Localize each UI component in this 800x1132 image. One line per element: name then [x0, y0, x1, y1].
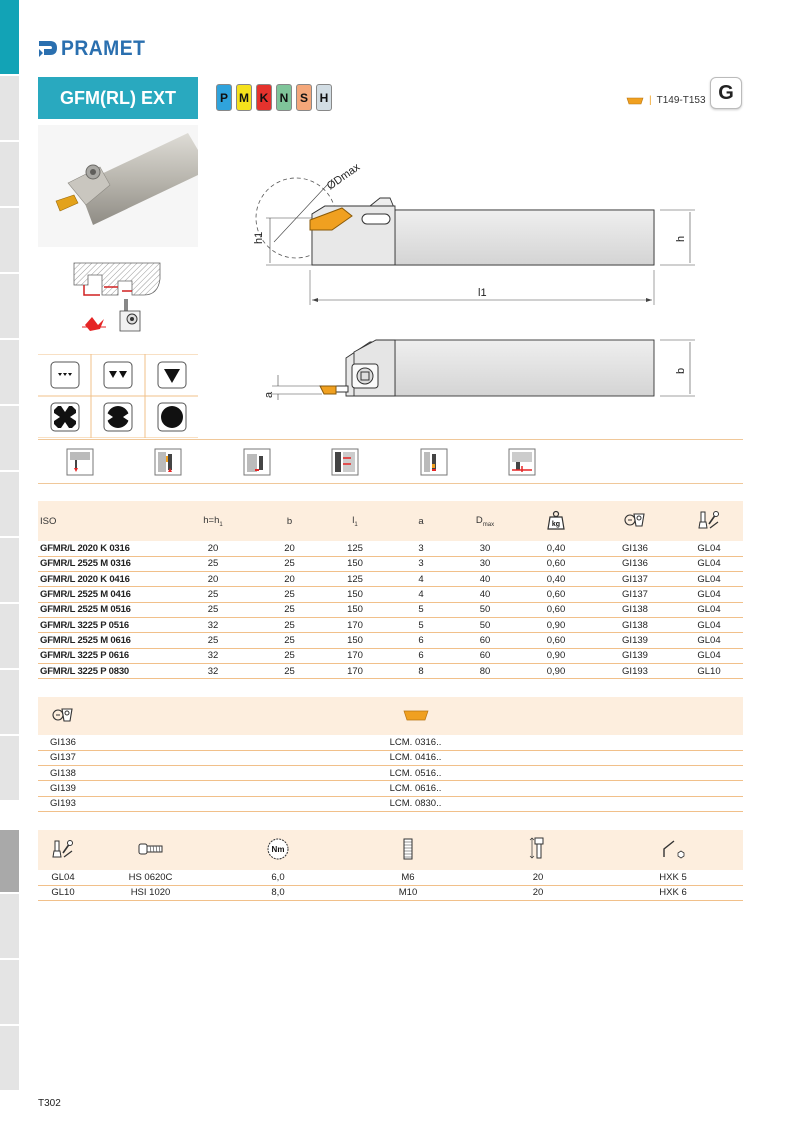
cell-a: 6 — [389, 648, 453, 663]
table-row[interactable] — [38, 750, 743, 765]
material-badge-h: H — [316, 84, 332, 111]
table-row[interactable] — [38, 541, 743, 556]
cell-a: 3 — [389, 541, 453, 556]
cell-thread: M6 — [343, 870, 473, 885]
side-tab-active[interactable] — [0, 0, 19, 76]
cell-iso: GFMR/L 3225 P 0830 — [38, 663, 168, 678]
tool-specification-table — [38, 501, 743, 679]
a-label: a — [263, 391, 275, 398]
page-number: T302 — [38, 1098, 61, 1109]
side-tab[interactable] — [0, 1026, 19, 1092]
side-tab[interactable] — [0, 894, 19, 960]
profiling-operation-icon[interactable] — [331, 448, 359, 476]
cell-b: 20 — [258, 541, 321, 556]
table-row[interactable] — [38, 766, 743, 781]
col-spare-set — [38, 830, 88, 870]
table-row[interactable] — [38, 781, 743, 796]
side-tab[interactable] — [0, 736, 19, 802]
cell-insert-code: LCM. 0516.. — [88, 766, 743, 781]
material-badge-k: K — [256, 84, 272, 111]
triangle-large-icon — [157, 361, 187, 389]
cell-dmax: 40 — [453, 572, 517, 587]
side-tab[interactable] — [0, 472, 19, 538]
cell-l1: 125 — [321, 541, 389, 556]
l1-label: l1 — [478, 287, 487, 299]
side-tab[interactable] — [0, 142, 19, 208]
cell-weight: 0,90 — [517, 663, 595, 678]
table-header-row — [38, 501, 743, 541]
cell-iso: GFMR/L 2525 M 0416 — [38, 587, 168, 602]
svg-text:kg: kg — [551, 520, 561, 528]
cell-b: 25 — [258, 648, 321, 663]
torque-icon — [266, 837, 290, 861]
spare-parts-table — [38, 830, 743, 901]
cell-insert-holder: GI136 — [595, 556, 675, 571]
cell-iso: GFMR/L 2525 M 0616 — [38, 633, 168, 648]
cell-holder-code: GI139 — [38, 781, 88, 796]
cell-h: 25 — [168, 587, 258, 602]
cell-a: 4 — [389, 587, 453, 602]
cell-b: 20 — [258, 572, 321, 587]
cell-b: 25 — [258, 663, 321, 678]
table-row[interactable] — [38, 556, 743, 571]
cell-l1: 125 — [321, 572, 389, 587]
cell-weight: 0,60 — [517, 587, 595, 602]
brand-name: PRAMET — [61, 37, 146, 60]
triangles-small-icon — [50, 361, 80, 389]
table-row[interactable] — [38, 602, 743, 617]
cell-weight: 0,90 — [517, 648, 595, 663]
cell-h: 32 — [168, 617, 258, 632]
cell-screw: HSI 1020 — [88, 885, 213, 900]
col-insert-holder — [595, 501, 675, 541]
cell-b: 25 — [258, 633, 321, 648]
cell-l1: 150 — [321, 587, 389, 602]
cell-insert-code: LCM. 0316.. — [88, 735, 743, 750]
cell-dmax: 50 — [453, 617, 517, 632]
cell-insert-holder: GI139 — [595, 633, 675, 648]
side-tab[interactable] — [0, 274, 19, 340]
cell-h: 32 — [168, 663, 258, 678]
triangles-medium-icon — [103, 361, 133, 389]
screw-length-icon — [529, 837, 547, 861]
col-l-text: l — [352, 514, 355, 526]
cell-spare-parts: GL04 — [675, 633, 743, 648]
cell-holder-code: GI136 — [38, 735, 88, 750]
screw-icon — [138, 842, 164, 856]
cell-a: 8 — [389, 663, 453, 678]
cell-iso: GFMR/L 3225 P 0616 — [38, 648, 168, 663]
col-insert — [88, 697, 743, 735]
product-photo — [38, 125, 198, 247]
side-tab[interactable] — [0, 670, 19, 736]
table-row[interactable] — [38, 587, 743, 602]
cell-dmax: 80 — [453, 663, 517, 678]
application-symbols — [38, 354, 198, 438]
cell-h: 20 — [168, 572, 258, 587]
dmax-label: ØDmax — [324, 161, 363, 193]
cell-b: 25 — [258, 587, 321, 602]
col-key — [603, 830, 743, 870]
insert-reference[interactable] — [626, 95, 706, 106]
cell-insert-holder: GI193 — [595, 663, 675, 678]
table-row[interactable] — [38, 648, 743, 663]
cell-screw: HS 0620C — [88, 870, 213, 885]
cell-h: 20 — [168, 541, 258, 556]
cell-insert-holder: GI139 — [595, 648, 675, 663]
cell-l1: 150 — [321, 633, 389, 648]
cell-a: 5 — [389, 617, 453, 632]
h-label: h — [675, 235, 687, 242]
table-row[interactable] — [38, 572, 743, 587]
col-thread — [343, 830, 473, 870]
cell-insert-holder: GI137 — [595, 587, 675, 602]
cell-insert-code: LCM. 0830.. — [88, 796, 743, 811]
cell-dmax: 40 — [453, 587, 517, 602]
table-row[interactable] — [38, 885, 743, 900]
cell-a: 3 — [389, 556, 453, 571]
table-row[interactable] — [38, 735, 743, 750]
insert-holder-table — [38, 697, 743, 812]
col-screw-length — [473, 830, 603, 870]
turning-operation-icon[interactable] — [66, 448, 94, 476]
spare-parts-icon — [52, 839, 74, 859]
cell-thread: M10 — [343, 885, 473, 900]
interrupted-cut-icon — [50, 402, 80, 432]
cell-dmax: 30 — [453, 541, 517, 556]
cell-b: 25 — [258, 556, 321, 571]
cell-iso: GFMR/L 2020 K 0316 — [38, 541, 168, 556]
cell-torque: 8,0 — [213, 885, 343, 900]
cell-weight: 0,90 — [517, 617, 595, 632]
col-dmax — [453, 501, 517, 541]
col-h-text: h=h — [203, 514, 220, 526]
material-badge-n: N — [276, 84, 292, 111]
cell-h: 25 — [168, 602, 258, 617]
cell-l1: 170 — [321, 617, 389, 632]
cell-spare-parts: GL04 — [675, 541, 743, 556]
col-weight — [517, 501, 595, 541]
reference-pages: T149-T153 — [656, 95, 706, 106]
cell-weight: 0,60 — [517, 602, 595, 617]
cell-spare-parts: GL10 — [675, 663, 743, 678]
cell-a: 4 — [389, 572, 453, 587]
heavy-cut-symbol — [145, 354, 198, 396]
col-h-sub: 1 — [219, 521, 223, 528]
material-groups — [216, 84, 332, 111]
table-header-row — [38, 830, 743, 870]
table-header-row — [38, 697, 743, 735]
product-title: GFM(RL) EXT — [38, 77, 198, 119]
cell-iso: GFMR/L 3225 P 0516 — [38, 617, 168, 632]
cell-a: 6 — [389, 633, 453, 648]
cell-iso: GFMR/L 2525 M 0516 — [38, 602, 168, 617]
light-cut-symbol — [38, 354, 91, 396]
col-spare-parts — [675, 501, 743, 541]
cell-h: 32 — [168, 648, 258, 663]
continuous-cut-icon — [157, 402, 187, 432]
continuous-cut-symbol — [145, 396, 198, 438]
cell-screw-length: 20 — [473, 870, 603, 885]
cell-insert-code: LCM. 0616.. — [88, 781, 743, 796]
hex-key-icon — [660, 837, 686, 861]
cell-spare-parts: GL04 — [675, 587, 743, 602]
col-screw — [88, 830, 213, 870]
side-tab-current[interactable] — [0, 830, 19, 894]
cell-insert-holder: GI138 — [595, 617, 675, 632]
side-tab[interactable] — [0, 960, 19, 1026]
col-h — [168, 501, 258, 541]
side-tab[interactable] — [0, 208, 19, 274]
table-row[interactable] — [38, 870, 743, 885]
cell-weight: 0,40 — [517, 541, 595, 556]
col-b: b — [286, 515, 293, 527]
table-row[interactable] — [38, 663, 743, 678]
table-row[interactable] — [38, 617, 743, 632]
cell-dmax: 60 — [453, 648, 517, 663]
cell-l1: 170 — [321, 663, 389, 678]
cell-l1: 150 — [321, 556, 389, 571]
slightly-interrupted-icon — [103, 402, 133, 432]
insert-holder-icon — [52, 705, 74, 725]
h1-label: h1 — [253, 231, 265, 244]
col-torque — [213, 830, 343, 870]
cell-dmax: 60 — [453, 633, 517, 648]
thread-icon — [402, 838, 414, 860]
material-badge-p: P — [216, 84, 232, 111]
table-row[interactable] — [38, 633, 743, 648]
cell-holder-code: GI137 — [38, 750, 88, 765]
side-tab[interactable] — [0, 604, 19, 670]
cell-spare-parts: GL04 — [675, 648, 743, 663]
interrupted-cut-symbol — [38, 396, 91, 438]
cell-screw-length: 20 — [473, 885, 603, 900]
cell-spare-parts: GL04 — [675, 556, 743, 571]
cell-a: 5 — [389, 602, 453, 617]
cell-dmax: 30 — [453, 556, 517, 571]
cell-dmax: 50 — [453, 602, 517, 617]
cell-h: 25 — [168, 556, 258, 571]
cell-insert-code: LCM. 0416.. — [88, 750, 743, 765]
col-d-sub: max — [482, 521, 495, 528]
cell-holder-code: GI138 — [38, 766, 88, 781]
cell-l1: 150 — [321, 602, 389, 617]
pramet-logo-icon — [38, 40, 58, 58]
insert-icon — [403, 709, 429, 721]
medium-cut-symbol — [91, 354, 144, 396]
cell-spare-parts: GL04 — [675, 602, 743, 617]
section-badge: G — [710, 77, 742, 109]
material-badge-s: S — [296, 84, 312, 111]
cell-holder-code: GI193 — [38, 796, 88, 811]
insert-holder-icon — [624, 510, 646, 530]
cell-spare-set: GL10 — [38, 885, 88, 900]
spare-parts-icon — [698, 510, 720, 530]
reference-separator: | — [649, 95, 652, 106]
table-row[interactable] — [38, 796, 743, 811]
groove-profile-diagram — [60, 255, 170, 350]
cell-h: 25 — [168, 633, 258, 648]
cell-torque: 6,0 — [213, 870, 343, 885]
operation-icons-strip — [38, 439, 743, 484]
torque-label: Nm — [271, 844, 285, 854]
side-tab[interactable] — [0, 406, 19, 472]
undercut-operation-icon[interactable] — [508, 448, 536, 476]
cell-weight: 0,40 — [517, 572, 595, 587]
insert-icon — [626, 96, 644, 105]
col-l-sub: 1 — [354, 521, 358, 528]
col-insert-holder — [38, 697, 88, 735]
cell-l1: 170 — [321, 648, 389, 663]
grooving-operation-icon[interactable] — [154, 448, 182, 476]
brand-logo — [38, 37, 153, 61]
side-tab[interactable] — [0, 340, 19, 406]
face-grooving-icon[interactable] — [243, 448, 271, 476]
tool-dimension-drawing — [250, 150, 710, 400]
side-tab[interactable] — [0, 538, 19, 604]
cell-insert-holder: GI137 — [595, 572, 675, 587]
cell-b: 25 — [258, 602, 321, 617]
side-tab[interactable] — [0, 76, 19, 142]
b-label: b — [675, 367, 687, 374]
cell-spare-parts: GL04 — [675, 572, 743, 587]
material-badge-m: M — [236, 84, 252, 111]
col-l1 — [321, 501, 389, 541]
slightly-interrupted-symbol — [91, 396, 144, 438]
cell-b: 25 — [258, 617, 321, 632]
cell-spare-parts: GL04 — [675, 617, 743, 632]
cell-key: HXK 6 — [603, 885, 743, 900]
cell-weight: 0,60 — [517, 556, 595, 571]
col-a: a — [418, 515, 424, 527]
cell-spare-set: GL04 — [38, 870, 88, 885]
parting-operation-icon[interactable] — [420, 448, 448, 476]
cell-insert-holder: GI138 — [595, 602, 675, 617]
cell-iso: GFMR/L 2525 M 0316 — [38, 556, 168, 571]
col-iso: ISO — [40, 515, 57, 527]
kg-weight-icon — [547, 510, 565, 530]
cell-weight: 0,60 — [517, 633, 595, 648]
cell-key: HXK 5 — [603, 870, 743, 885]
cell-insert-holder: GI136 — [595, 541, 675, 556]
cell-iso: GFMR/L 2020 K 0416 — [38, 572, 168, 587]
col-d-text: D — [475, 514, 483, 526]
